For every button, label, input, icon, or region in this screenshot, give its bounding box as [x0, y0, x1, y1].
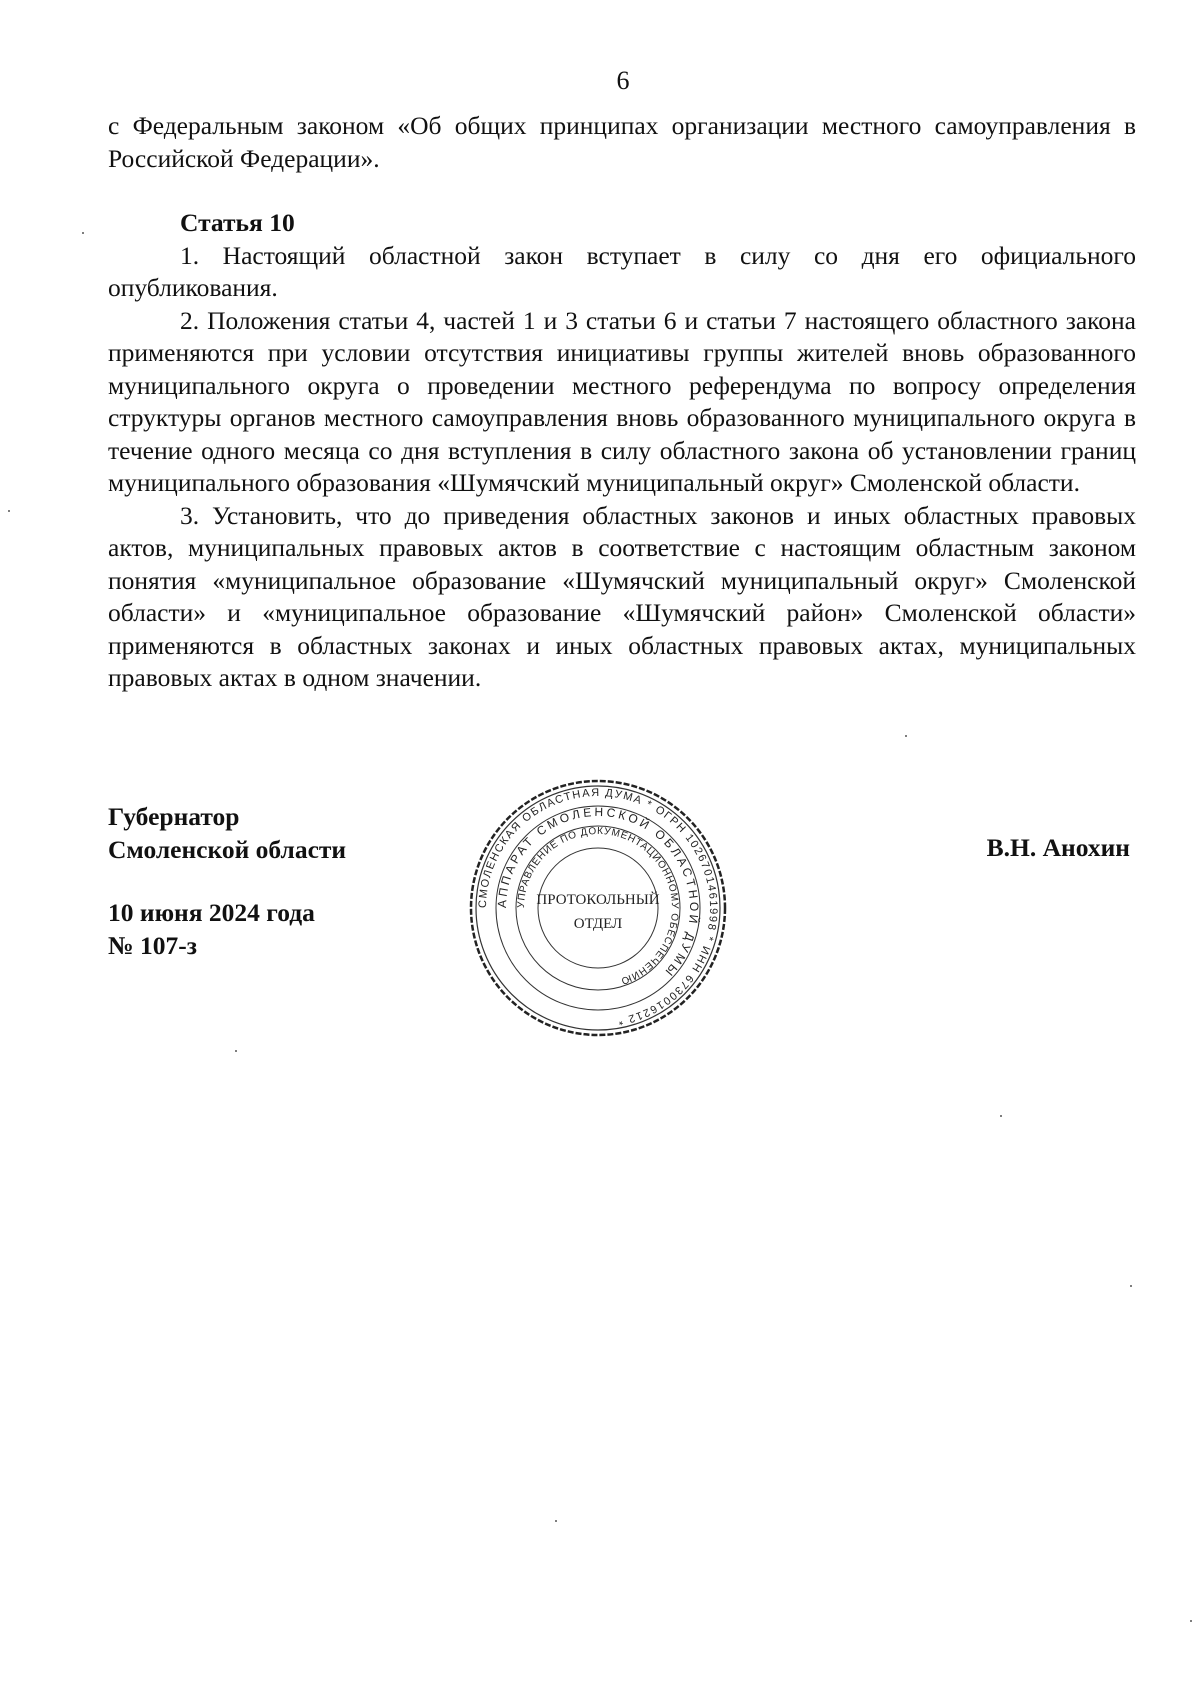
scan-speck	[1130, 1285, 1132, 1287]
seal-center-line1: ПРОТОКОЛЬНЫЙ	[536, 892, 660, 908]
scan-speck	[8, 510, 10, 512]
article-heading: Статья 10	[180, 208, 295, 237]
signer-name: В.Н. Анохин	[986, 833, 1130, 862]
official-seal	[468, 778, 728, 1038]
scan-speck	[905, 735, 907, 737]
paragraph-1: 1. Настоящий областной закон вступает в силу со дня его официального опубликования.	[108, 240, 1136, 302]
seal-middle-text: АППАРАТ СМОЛЕНСКОЙ ОБЛАСТНОЙ ДУМЫ	[494, 804, 702, 981]
paragraph-3: 3. Установить, что до приведения областных законов и иных областных правовых актов, муниципальных правовых актов в соответствие с настоящим областным законом понятия «муниципальное образование «Шумячский муниципальный округ» Смоленской области» и «муниципальное образование «Шумячский район» Смоленской области» применяются в областных законах и иных областных правовых актах, муниципальных правовых актах в одном значении.	[108, 500, 1136, 692]
paragraph-2: 2. Положения статьи 4, частей 1 и 3 статьи 6 и статьи 7 настоящего областного закона применяются при условии отсутствия инициативы группы жителей вновь образованного муниципального округа о проведении местного референдума по вопросу определения структуры органов местного самоуправления вновь образованного муниципального округа в течение одного месяца со дня вступления в силу областного закона об установлении границ муниципального образования «Шумячский муниципальный округ» Смоленской области.	[108, 305, 1136, 497]
scan-speck	[235, 1050, 237, 1052]
scan-speck	[82, 232, 84, 234]
signer-title-line2: Смоленской области	[108, 835, 347, 864]
date-block	[108, 896, 346, 962]
page-number: 6	[616, 66, 630, 95]
intro-paragraph: с Федеральным законом «Об общих принципах организации местного самоуправления в Российской Федерации».	[108, 111, 1136, 173]
seal-center-line2: ОТДЕЛ	[573, 916, 623, 932]
scan-speck	[1190, 1620, 1192, 1622]
seal-inner-text: УПРАВЛЕНИЕ ПО ДОКУМЕНТАЦИОННОМУ ОБЕСПЕЧЕНИЮ	[515, 825, 681, 987]
signer-title-line1: Губернатор	[108, 802, 240, 831]
signing-date: 10 июня 2024 года	[108, 898, 315, 927]
document-body	[108, 110, 1136, 695]
law-number: № 107-з	[108, 931, 197, 960]
seal-outer-text: СМОЛЕНСКАЯ ОБЛАСТНАЯ ДУМА * ОГРН 1026701461998 * ИНН 6730016212 *	[476, 786, 720, 1028]
signature-block	[108, 800, 346, 962]
scan-speck	[1000, 1115, 1002, 1117]
scan-speck	[555, 1520, 557, 1522]
